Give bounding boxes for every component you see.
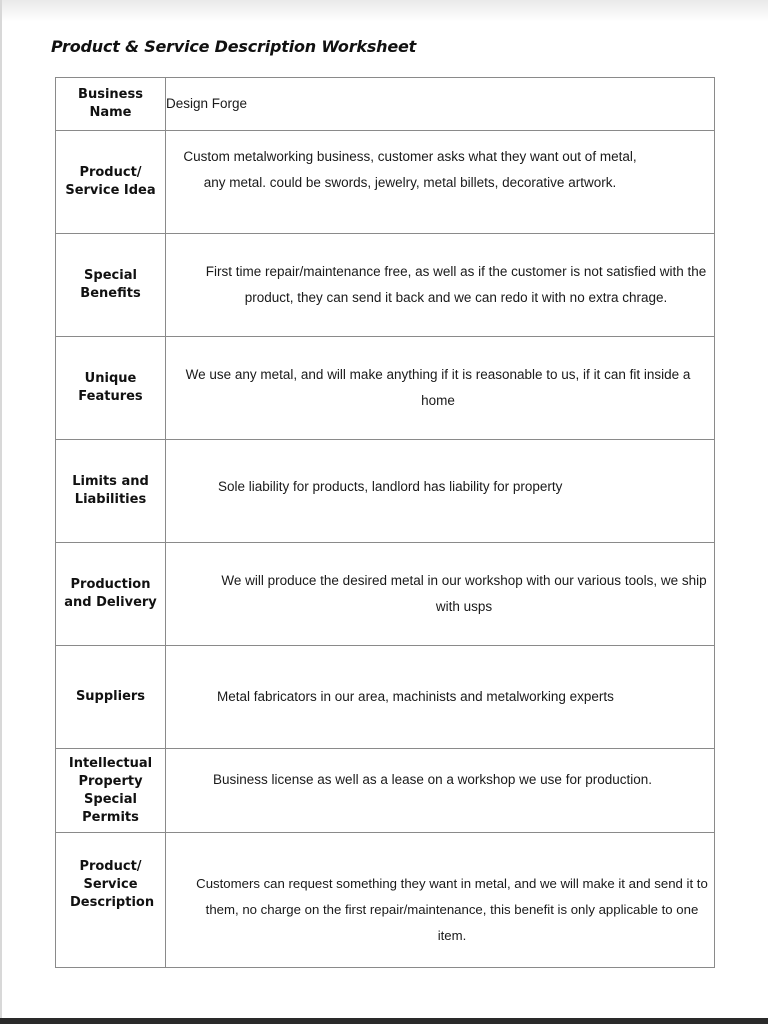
worksheet-table: [55, 77, 715, 968]
row-value-suppliers: Metal fabricators in our area, machinists and metalworking experts: [166, 646, 715, 749]
table-row: [56, 131, 715, 234]
table-row: [56, 78, 715, 131]
row-value-product-service-description: Customers can request something they want in metal, and we will make it and send it to them, no charge on the first repair/maintenance, this benefit is only applicable to one item.: [166, 833, 715, 968]
table-row: [56, 337, 715, 440]
row-value-special-benefits: First time repair/maintenance free, as well as if the customer is not satisfied with the product, they can send it back and we can redo it with no extra chrage.: [166, 234, 715, 337]
row-value-business-name: Design Forge: [166, 78, 715, 131]
row-label-business-name: Business Name: [56, 78, 166, 131]
row-label-suppliers: Suppliers: [56, 646, 166, 749]
table-row: [56, 543, 715, 646]
row-value-unique-features: We use any metal, and will make anything if it is reasonable to us, if it can fit inside a home: [166, 337, 715, 440]
row-label-product-service-idea: Product/ Service Idea: [56, 131, 166, 234]
viewer-bottom-bar: [0, 1018, 768, 1024]
row-label-unique-features: Unique Features: [56, 337, 166, 440]
viewer-top-shadow: [0, 0, 768, 22]
row-value-limits-and-liabilities: Sole liability for products, landlord has liability for property: [166, 440, 715, 543]
row-label-product-service-description: Product/ Service Description: [56, 833, 166, 968]
row-value-intellectual-property: Business license as well as a lease on a workshop we use for production.: [166, 749, 715, 833]
row-label-limits-and-liabilities: Limits and Liabilities: [56, 440, 166, 543]
table-row: [56, 646, 715, 749]
table-row: [56, 749, 715, 833]
table-row: [56, 234, 715, 337]
row-label-production-and-delivery: Production and Delivery: [56, 543, 166, 646]
row-label-special-benefits: Special Benefits: [56, 234, 166, 337]
row-value-product-service-idea: Custom metalworking business, customer asks what they want out of metal, any metal. could be swords, jewelry, metal billets, decorative artwork.: [166, 131, 715, 234]
table-row: [56, 440, 715, 543]
page-left-edge: [0, 0, 2, 1024]
row-label-intellectual-property: Intellectual Property Special Permits: [56, 749, 166, 833]
table-row: [56, 833, 715, 968]
worksheet-title: Product & Service Description Worksheet: [51, 37, 417, 56]
row-value-production-and-delivery: We will produce the desired metal in our workshop with our various tools, we ship with usps: [166, 543, 715, 646]
